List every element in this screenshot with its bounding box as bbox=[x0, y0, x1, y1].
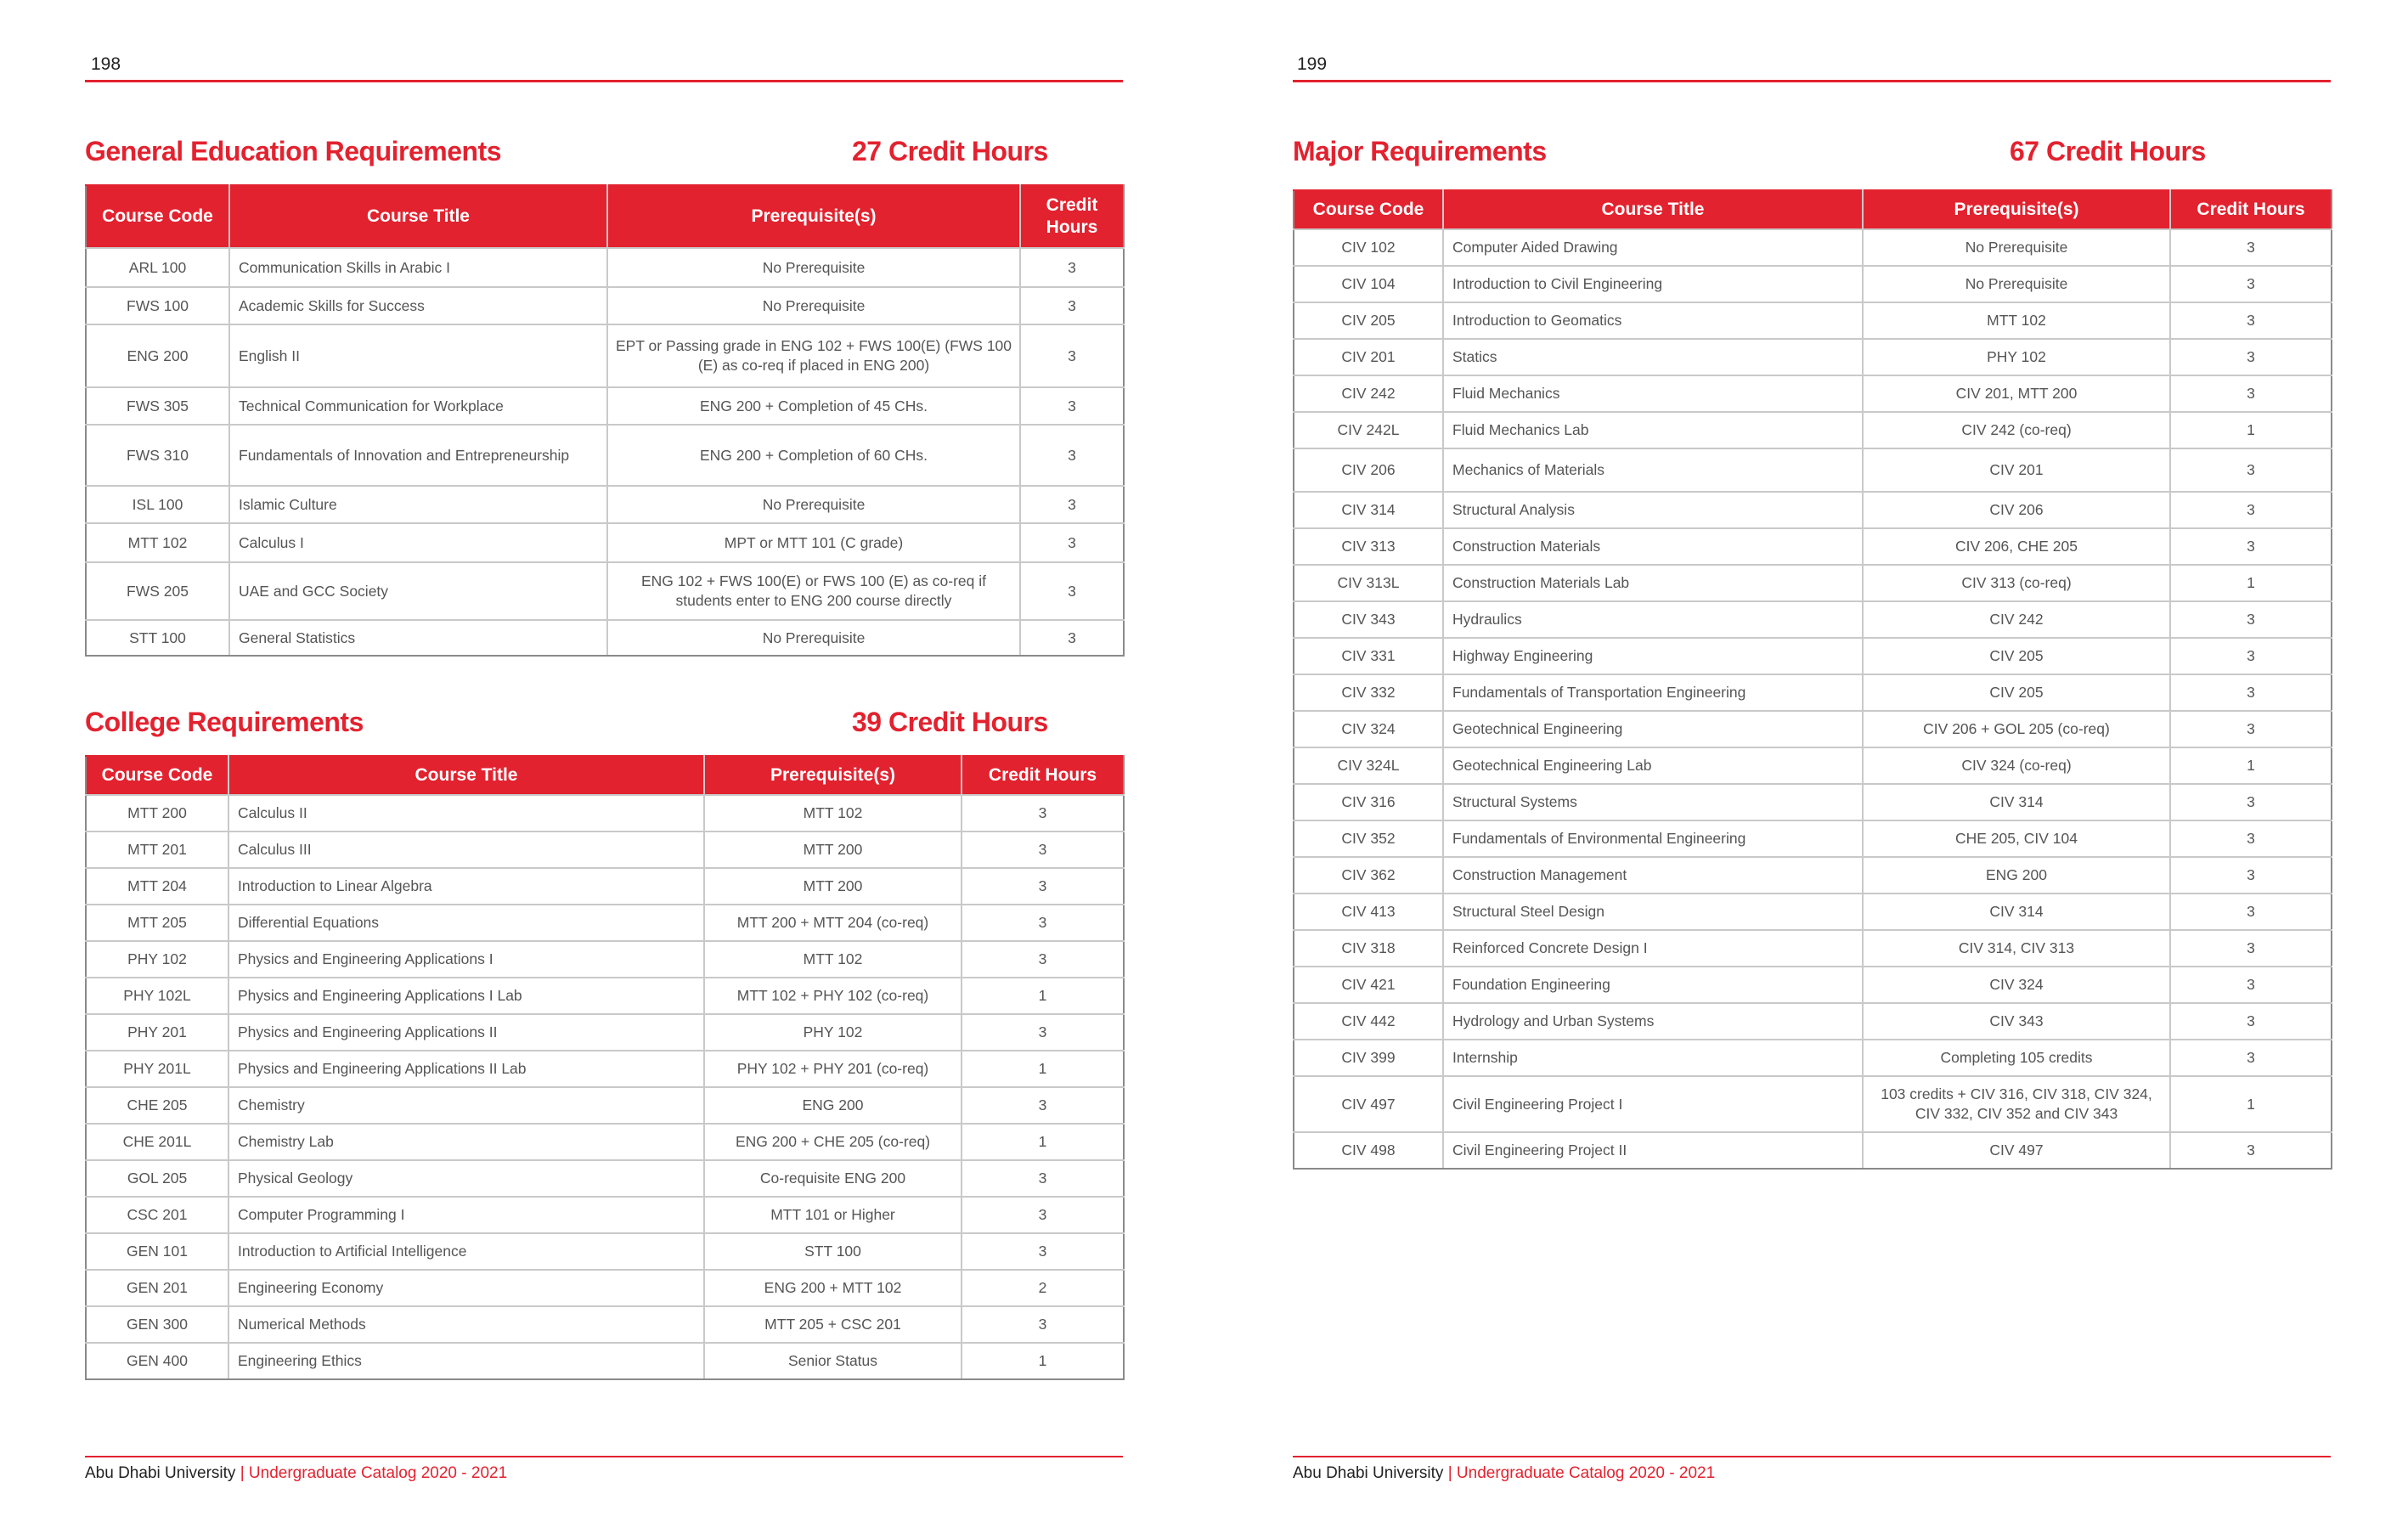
credit-hours-cell: 3 bbox=[1020, 248, 1124, 287]
gen-ed-title: General Education Requirements bbox=[85, 136, 502, 166]
course-title-cell: Structural Systems bbox=[1443, 784, 1863, 820]
college-title: College Requirements bbox=[85, 707, 364, 737]
course-code-cell: MTT 205 bbox=[86, 905, 228, 941]
course-title-cell: Geotechnical Engineering Lab bbox=[1443, 747, 1863, 784]
course-title-cell: General Statistics bbox=[229, 620, 607, 656]
credit-hours-cell: 3 bbox=[962, 941, 1124, 978]
prerequisite-cell: CIV 206 bbox=[1863, 492, 2170, 528]
course-title-cell: Structural Steel Design bbox=[1443, 894, 1863, 930]
prerequisite-cell: ENG 200 bbox=[1863, 857, 2170, 894]
table-row bbox=[1294, 528, 2332, 565]
course-title-cell: Statics bbox=[1443, 339, 1863, 375]
credit-hours-cell: 3 bbox=[1020, 387, 1124, 425]
credit-hours-cell: 3 bbox=[2170, 1003, 2332, 1040]
credit-hours-cell: 3 bbox=[2170, 784, 2332, 820]
table-row bbox=[86, 1306, 1124, 1343]
prerequisite-cell: No Prerequisite bbox=[607, 287, 1020, 324]
credit-hours-cell: 3 bbox=[2170, 302, 2332, 339]
table-row bbox=[1294, 747, 2332, 784]
prerequisite-cell: Senior Status bbox=[704, 1343, 962, 1379]
course-code-cell: CIV 313L bbox=[1294, 565, 1443, 601]
prerequisite-cell: CIV 205 bbox=[1863, 638, 2170, 674]
credit-hours-cell: 3 bbox=[2170, 492, 2332, 528]
credit-hours-cell: 1 bbox=[962, 1051, 1124, 1087]
course-title-cell: Internship bbox=[1443, 1040, 1863, 1076]
course-code-cell: CIV 332 bbox=[1294, 674, 1443, 711]
course-title-cell: Reinforced Concrete Design I bbox=[1443, 930, 1863, 967]
table-row bbox=[1294, 930, 2332, 967]
prerequisite-cell: CIV 324 bbox=[1863, 967, 2170, 1003]
credit-hours-cell: 3 bbox=[962, 868, 1124, 905]
table-row bbox=[86, 905, 1124, 941]
credit-hours-cell: 3 bbox=[2170, 674, 2332, 711]
table-row bbox=[1294, 375, 2332, 412]
credit-hours-cell: 3 bbox=[1020, 425, 1124, 486]
course-code-cell: FWS 310 bbox=[86, 425, 229, 486]
table-row bbox=[86, 387, 1124, 425]
credit-hours-cell: 2 bbox=[962, 1270, 1124, 1306]
course-code-cell: MTT 102 bbox=[86, 523, 229, 562]
course-title-cell: Introduction to Artificial Intelligence bbox=[228, 1233, 704, 1270]
prerequisite-cell: PHY 102 bbox=[1863, 339, 2170, 375]
credit-hours-cell: 3 bbox=[2170, 1040, 2332, 1076]
footer-separator: | bbox=[240, 1464, 245, 1482]
course-code-cell: GEN 300 bbox=[86, 1306, 228, 1343]
course-code-cell: CIV 316 bbox=[1294, 784, 1443, 820]
col-course-code: Course Code bbox=[1294, 190, 1443, 229]
course-title-cell: Computer Programming I bbox=[228, 1197, 704, 1233]
col-credit-hours: Credit Hours bbox=[1020, 185, 1124, 248]
footer bbox=[85, 1464, 507, 1483]
credit-hours-cell: 3 bbox=[962, 1233, 1124, 1270]
table-row bbox=[1294, 784, 2332, 820]
table-row bbox=[86, 287, 1124, 324]
prerequisite-cell: 103 credits + CIV 316, CIV 318, CIV 324, CIV 332, CIV 352 and CIV 343 bbox=[1863, 1076, 2170, 1132]
course-title-cell: Islamic Culture bbox=[229, 486, 607, 523]
course-title-cell: Fundamentals of Innovation and Entrepreneurship bbox=[229, 425, 607, 486]
table-row bbox=[1294, 266, 2332, 302]
credit-hours-cell: 3 bbox=[2170, 857, 2332, 894]
prerequisite-cell: No Prerequisite bbox=[607, 620, 1020, 656]
table-row bbox=[86, 425, 1124, 486]
col-course-code: Course Code bbox=[86, 756, 228, 795]
table-row bbox=[86, 486, 1124, 523]
credit-hours-cell: 3 bbox=[1020, 562, 1124, 620]
credit-hours-cell: 3 bbox=[2170, 375, 2332, 412]
credit-hours-cell: 1 bbox=[962, 1343, 1124, 1379]
course-title-cell: Construction Materials Lab bbox=[1443, 565, 1863, 601]
footer-rule bbox=[85, 1456, 1123, 1457]
course-title-cell: Geotechnical Engineering bbox=[1443, 711, 1863, 747]
col-credit-hours: Credit Hours bbox=[2170, 190, 2332, 229]
course-title-cell: Calculus III bbox=[228, 832, 704, 868]
course-title-cell: Numerical Methods bbox=[228, 1306, 704, 1343]
course-code-cell: PHY 102L bbox=[86, 978, 228, 1014]
course-title-cell: Mechanics of Materials bbox=[1443, 448, 1863, 492]
credit-hours-cell: 3 bbox=[1020, 486, 1124, 523]
course-code-cell: CIV 413 bbox=[1294, 894, 1443, 930]
course-code-cell: MTT 200 bbox=[86, 795, 228, 832]
course-code-cell: CIV 498 bbox=[1294, 1132, 1443, 1169]
prerequisite-cell: MTT 200 + MTT 204 (co-req) bbox=[704, 905, 962, 941]
credit-hours-cell: 1 bbox=[962, 1124, 1124, 1160]
course-title-cell: Construction Materials bbox=[1443, 528, 1863, 565]
course-code-cell: CIV 242 bbox=[1294, 375, 1443, 412]
prerequisite-cell: ENG 200 + MTT 102 bbox=[704, 1270, 962, 1306]
credit-hours-cell: 3 bbox=[2170, 266, 2332, 302]
col-course-code: Course Code bbox=[86, 185, 229, 248]
table-row bbox=[1294, 711, 2332, 747]
gen-ed-table bbox=[85, 184, 1125, 657]
course-title-cell: Hydrology and Urban Systems bbox=[1443, 1003, 1863, 1040]
table-row bbox=[1294, 229, 2332, 266]
course-code-cell: CIV 399 bbox=[1294, 1040, 1443, 1076]
header-rule bbox=[1293, 80, 2331, 82]
footer bbox=[1293, 1464, 1715, 1483]
table-row bbox=[86, 523, 1124, 562]
prerequisite-cell: CIV 206, CHE 205 bbox=[1863, 528, 2170, 565]
course-code-cell: PHY 201L bbox=[86, 1051, 228, 1087]
table-row bbox=[86, 941, 1124, 978]
col-course-title: Course Title bbox=[228, 756, 704, 795]
prerequisite-cell: MTT 102 + PHY 102 (co-req) bbox=[704, 978, 962, 1014]
course-code-cell: CIV 206 bbox=[1294, 448, 1443, 492]
prerequisite-cell: ENG 200 + Completion of 60 CHs. bbox=[607, 425, 1020, 486]
course-title-cell: Computer Aided Drawing bbox=[1443, 229, 1863, 266]
credit-hours-cell: 3 bbox=[1020, 287, 1124, 324]
credit-hours-cell: 3 bbox=[2170, 894, 2332, 930]
course-code-cell: GEN 101 bbox=[86, 1233, 228, 1270]
course-title-cell: Engineering Ethics bbox=[228, 1343, 704, 1379]
prerequisite-cell: CIV 206 + GOL 205 (co-req) bbox=[1863, 711, 2170, 747]
course-code-cell: CIV 497 bbox=[1294, 1076, 1443, 1132]
col-course-title: Course Title bbox=[229, 185, 607, 248]
table-row bbox=[86, 1051, 1124, 1087]
course-title-cell: Physics and Engineering Applications II bbox=[228, 1014, 704, 1051]
credit-hours-cell: 3 bbox=[2170, 638, 2332, 674]
course-code-cell: GEN 201 bbox=[86, 1270, 228, 1306]
course-title-cell: Fundamentals of Environmental Engineering bbox=[1443, 820, 1863, 857]
prerequisite-cell: STT 100 bbox=[704, 1233, 962, 1270]
course-title-cell: Introduction to Linear Algebra bbox=[228, 868, 704, 905]
table-row bbox=[86, 1087, 1124, 1124]
course-title-cell: Fluid Mechanics Lab bbox=[1443, 412, 1863, 448]
major-credits: 67 Credit Hours bbox=[2010, 136, 2206, 166]
gen-ed-credits: 27 Credit Hours bbox=[852, 136, 1048, 166]
course-title-cell: Communication Skills in Arabic I bbox=[229, 248, 607, 287]
credit-hours-cell: 3 bbox=[962, 832, 1124, 868]
prerequisite-cell: MTT 102 bbox=[1863, 302, 2170, 339]
college-credits: 39 Credit Hours bbox=[852, 707, 1048, 737]
credit-hours-cell: 1 bbox=[962, 978, 1124, 1014]
course-title-cell: Calculus II bbox=[228, 795, 704, 832]
course-code-cell: CIV 102 bbox=[1294, 229, 1443, 266]
course-title-cell: English II bbox=[229, 324, 607, 387]
course-title-cell: UAE and GCC Society bbox=[229, 562, 607, 620]
credit-hours-cell: 3 bbox=[1020, 620, 1124, 656]
course-code-cell: FWS 205 bbox=[86, 562, 229, 620]
table-row bbox=[86, 324, 1124, 387]
col-prerequisites: Prerequisite(s) bbox=[1863, 190, 2170, 229]
col-prerequisites: Prerequisite(s) bbox=[607, 185, 1020, 248]
page-number: 199 bbox=[1297, 54, 1328, 74]
course-code-cell: STT 100 bbox=[86, 620, 229, 656]
course-code-cell: CIV 318 bbox=[1294, 930, 1443, 967]
table-row bbox=[1294, 565, 2332, 601]
credit-hours-cell: 3 bbox=[2170, 448, 2332, 492]
table-row bbox=[1294, 1040, 2332, 1076]
credit-hours-cell: 3 bbox=[962, 1087, 1124, 1124]
prerequisite-cell: MPT or MTT 101 (C grade) bbox=[607, 523, 1020, 562]
prerequisite-cell: No Prerequisite bbox=[1863, 266, 2170, 302]
course-code-cell: ARL 100 bbox=[86, 248, 229, 287]
prerequisite-cell: MTT 200 bbox=[704, 868, 962, 905]
table-row bbox=[1294, 302, 2332, 339]
course-code-cell: CIV 314 bbox=[1294, 492, 1443, 528]
prerequisite-cell: MTT 102 bbox=[704, 795, 962, 832]
college-table bbox=[85, 755, 1125, 1380]
credit-hours-cell: 3 bbox=[962, 1306, 1124, 1343]
credit-hours-cell: 1 bbox=[2170, 565, 2332, 601]
prerequisite-cell: EPT or Passing grade in ENG 102 + FWS 100(E) (FWS 100 (E) as co-req if placed in ENG 200) bbox=[607, 324, 1020, 387]
course-code-cell: CIV 201 bbox=[1294, 339, 1443, 375]
prerequisite-cell: PHY 102 + PHY 201 (co-req) bbox=[704, 1051, 962, 1087]
course-code-cell: CIV 352 bbox=[1294, 820, 1443, 857]
table-row bbox=[1294, 857, 2332, 894]
table-row bbox=[1294, 1076, 2332, 1132]
table-row bbox=[86, 1343, 1124, 1379]
course-code-cell: CIV 324L bbox=[1294, 747, 1443, 784]
prerequisite-cell: CHE 205, CIV 104 bbox=[1863, 820, 2170, 857]
course-code-cell: CIV 343 bbox=[1294, 601, 1443, 638]
table-row bbox=[1294, 894, 2332, 930]
table-row bbox=[86, 562, 1124, 620]
course-title-cell: Civil Engineering Project I bbox=[1443, 1076, 1863, 1132]
course-title-cell: Introduction to Civil Engineering bbox=[1443, 266, 1863, 302]
prerequisite-cell: CIV 324 (co-req) bbox=[1863, 747, 2170, 784]
credit-hours-cell: 3 bbox=[962, 1160, 1124, 1197]
course-title-cell: Physical Geology bbox=[228, 1160, 704, 1197]
major-table bbox=[1293, 189, 2332, 1170]
table-row bbox=[86, 795, 1124, 832]
course-code-cell: CIV 242L bbox=[1294, 412, 1443, 448]
header-rule bbox=[85, 80, 1123, 82]
table-row bbox=[1294, 339, 2332, 375]
course-code-cell: PHY 201 bbox=[86, 1014, 228, 1051]
course-code-cell: CIV 421 bbox=[1294, 967, 1443, 1003]
prerequisite-cell: MTT 205 + CSC 201 bbox=[704, 1306, 962, 1343]
table-row bbox=[86, 248, 1124, 287]
course-title-cell: Differential Equations bbox=[228, 905, 704, 941]
credit-hours-cell: 3 bbox=[1020, 324, 1124, 387]
course-title-cell: Highway Engineering bbox=[1443, 638, 1863, 674]
course-code-cell: CIV 331 bbox=[1294, 638, 1443, 674]
table-row bbox=[86, 978, 1124, 1014]
credit-hours-cell: 3 bbox=[2170, 1132, 2332, 1169]
course-title-cell: Academic Skills for Success bbox=[229, 287, 607, 324]
prerequisite-cell: CIV 313 (co-req) bbox=[1863, 565, 2170, 601]
major-title: Major Requirements bbox=[1293, 136, 1547, 166]
prerequisite-cell: CIV 314 bbox=[1863, 894, 2170, 930]
prerequisite-cell: ENG 200 bbox=[704, 1087, 962, 1124]
table-row bbox=[86, 1160, 1124, 1197]
course-title-cell: Technical Communication for Workplace bbox=[229, 387, 607, 425]
table-row bbox=[86, 1233, 1124, 1270]
footer-catalog: Undergraduate Catalog 2020 - 2021 bbox=[1456, 1464, 1716, 1482]
prerequisite-cell: Completing 105 credits bbox=[1863, 1040, 2170, 1076]
course-code-cell: MTT 204 bbox=[86, 868, 228, 905]
prerequisite-cell: ENG 200 + Completion of 45 CHs. bbox=[607, 387, 1020, 425]
credit-hours-cell: 1 bbox=[2170, 747, 2332, 784]
prerequisite-cell: CIV 242 bbox=[1863, 601, 2170, 638]
prerequisite-cell: MTT 101 or Higher bbox=[704, 1197, 962, 1233]
table-row bbox=[86, 1197, 1124, 1233]
prerequisite-cell: CIV 314 bbox=[1863, 784, 2170, 820]
course-code-cell: ISL 100 bbox=[86, 486, 229, 523]
table-row bbox=[1294, 412, 2332, 448]
table-row bbox=[86, 1124, 1124, 1160]
credit-hours-cell: 3 bbox=[2170, 528, 2332, 565]
course-title-cell: Structural Analysis bbox=[1443, 492, 1863, 528]
table-row bbox=[1294, 1003, 2332, 1040]
prerequisite-cell: No Prerequisite bbox=[1863, 229, 2170, 266]
course-code-cell: FWS 100 bbox=[86, 287, 229, 324]
course-title-cell: Hydraulics bbox=[1443, 601, 1863, 638]
prerequisite-cell: CIV 497 bbox=[1863, 1132, 2170, 1169]
table-row bbox=[1294, 967, 2332, 1003]
prerequisite-cell: CIV 201, MTT 200 bbox=[1863, 375, 2170, 412]
prerequisite-cell: CIV 343 bbox=[1863, 1003, 2170, 1040]
credit-hours-cell: 3 bbox=[2170, 601, 2332, 638]
credit-hours-cell: 3 bbox=[962, 905, 1124, 941]
col-prerequisites: Prerequisite(s) bbox=[704, 756, 962, 795]
prerequisite-cell: ENG 102 + FWS 100(E) or FWS 100 (E) as co-req if students enter to ENG 200 course directly bbox=[607, 562, 1020, 620]
table-row bbox=[1294, 492, 2332, 528]
credit-hours-cell: 3 bbox=[2170, 967, 2332, 1003]
prerequisite-cell: ENG 200 + CHE 205 (co-req) bbox=[704, 1124, 962, 1160]
course-code-cell: CHE 201L bbox=[86, 1124, 228, 1160]
credit-hours-cell: 3 bbox=[1020, 523, 1124, 562]
course-code-cell: CIV 362 bbox=[1294, 857, 1443, 894]
course-title-cell: Foundation Engineering bbox=[1443, 967, 1863, 1003]
credit-hours-cell: 1 bbox=[2170, 1076, 2332, 1132]
course-title-cell: Calculus I bbox=[229, 523, 607, 562]
course-title-cell: Physics and Engineering Applications I Lab bbox=[228, 978, 704, 1014]
table-row bbox=[1294, 674, 2332, 711]
page-number: 198 bbox=[91, 54, 121, 74]
prerequisite-cell: MTT 200 bbox=[704, 832, 962, 868]
course-title-cell: Physics and Engineering Applications I bbox=[228, 941, 704, 978]
course-code-cell: CIV 205 bbox=[1294, 302, 1443, 339]
prerequisite-cell: No Prerequisite bbox=[607, 486, 1020, 523]
prerequisite-cell: PHY 102 bbox=[704, 1014, 962, 1051]
course-code-cell: CIV 104 bbox=[1294, 266, 1443, 302]
course-title-cell: Engineering Economy bbox=[228, 1270, 704, 1306]
course-title-cell: Fundamentals of Transportation Engineering bbox=[1443, 674, 1863, 711]
prerequisite-cell: CIV 314, CIV 313 bbox=[1863, 930, 2170, 967]
credit-hours-cell: 3 bbox=[2170, 820, 2332, 857]
credit-hours-cell: 3 bbox=[2170, 339, 2332, 375]
table-row bbox=[86, 1270, 1124, 1306]
table-row bbox=[86, 832, 1124, 868]
credit-hours-cell: 3 bbox=[2170, 711, 2332, 747]
course-code-cell: GEN 400 bbox=[86, 1343, 228, 1379]
course-code-cell: CHE 205 bbox=[86, 1087, 228, 1124]
footer-separator: | bbox=[1447, 1464, 1452, 1482]
course-title-cell: Chemistry bbox=[228, 1087, 704, 1124]
col-course-title: Course Title bbox=[1443, 190, 1863, 229]
credit-hours-cell: 3 bbox=[962, 795, 1124, 832]
course-title-cell: Chemistry Lab bbox=[228, 1124, 704, 1160]
course-title-cell: Fluid Mechanics bbox=[1443, 375, 1863, 412]
course-title-cell: Construction Management bbox=[1443, 857, 1863, 894]
prerequisite-cell: Co-requisite ENG 200 bbox=[704, 1160, 962, 1197]
table-row bbox=[1294, 638, 2332, 674]
prerequisite-cell: CIV 205 bbox=[1863, 674, 2170, 711]
prerequisite-cell: CIV 242 (co-req) bbox=[1863, 412, 2170, 448]
table-row bbox=[86, 1014, 1124, 1051]
prerequisite-cell: No Prerequisite bbox=[607, 248, 1020, 287]
credit-hours-cell: 1 bbox=[2170, 412, 2332, 448]
table-row bbox=[1294, 601, 2332, 638]
course-code-cell: GOL 205 bbox=[86, 1160, 228, 1197]
course-code-cell: PHY 102 bbox=[86, 941, 228, 978]
credit-hours-cell: 3 bbox=[962, 1014, 1124, 1051]
course-title-cell: Physics and Engineering Applications II Lab bbox=[228, 1051, 704, 1087]
course-code-cell: CSC 201 bbox=[86, 1197, 228, 1233]
course-code-cell: CIV 324 bbox=[1294, 711, 1443, 747]
table-row bbox=[86, 620, 1124, 656]
course-code-cell: MTT 201 bbox=[86, 832, 228, 868]
course-code-cell: FWS 305 bbox=[86, 387, 229, 425]
course-code-cell: CIV 442 bbox=[1294, 1003, 1443, 1040]
col-credit-hours: Credit Hours bbox=[962, 756, 1124, 795]
table-row bbox=[1294, 1132, 2332, 1169]
table-row bbox=[86, 868, 1124, 905]
prerequisite-cell: MTT 102 bbox=[704, 941, 962, 978]
credit-hours-cell: 3 bbox=[962, 1197, 1124, 1233]
footer-rule bbox=[1293, 1456, 2331, 1457]
credit-hours-cell: 3 bbox=[2170, 930, 2332, 967]
footer-university: Abu Dhabi University bbox=[85, 1464, 236, 1482]
credit-hours-cell: 3 bbox=[2170, 229, 2332, 266]
course-code-cell: ENG 200 bbox=[86, 324, 229, 387]
table-row bbox=[1294, 820, 2332, 857]
footer-university: Abu Dhabi University bbox=[1293, 1464, 1444, 1482]
course-code-cell: CIV 313 bbox=[1294, 528, 1443, 565]
footer-catalog: Undergraduate Catalog 2020 - 2021 bbox=[248, 1464, 508, 1482]
course-title-cell: Introduction to Geomatics bbox=[1443, 302, 1863, 339]
prerequisite-cell: CIV 201 bbox=[1863, 448, 2170, 492]
table-row bbox=[1294, 448, 2332, 492]
course-title-cell: Civil Engineering Project II bbox=[1443, 1132, 1863, 1169]
